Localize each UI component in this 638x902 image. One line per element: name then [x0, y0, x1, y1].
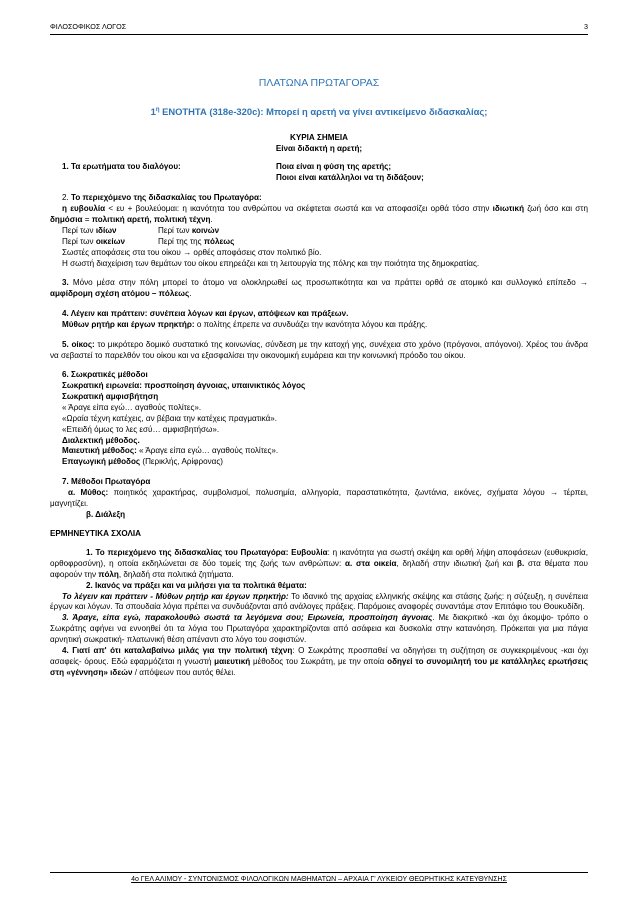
unit-sup: η	[155, 107, 160, 114]
s2-political: πολιτική αρετή, πολιτική τέχνη	[91, 215, 211, 225]
comments-heading	[50, 529, 588, 540]
s2-r2a: Περί των	[62, 236, 96, 246]
comment-2-body	[50, 592, 588, 614]
s3-text: Μόνο μέσα στην πόλη μπορεί το άτομο να ολοκληρωθεί ως προσωπικότητα και να πράττει ορθά σε ατομικό και συλλογικό επίπεδο	[68, 278, 580, 288]
c1-polis: πόλη	[98, 569, 119, 579]
header-title: ΦΙΛΟΣΟΦΙΚΟΣ ΛΟΓΟΣ	[50, 22, 127, 31]
s2-l5b: ορθές αποφάσεις στον πολιτικό βίο.	[191, 247, 322, 257]
s6-irony: Σωκρατική ειρωνεία: προσποίηση άγνοιας, υπαινικτικός λόγος	[62, 381, 306, 391]
s6-l8	[50, 457, 588, 468]
page-footer	[50, 872, 588, 884]
s4-text: ο πολίτης έπρεπε να συνδυάζει την ικανότητα λόγου και πράξης.	[194, 319, 428, 329]
q1-label: 1. Τα ερωτήματα του διαλόγου:	[62, 162, 181, 172]
s6-l4: «Ωραία τέχνη κατέχεις, αν βέβαια την κατέχεις πραγματικά».	[62, 413, 278, 423]
s7-b	[50, 510, 588, 521]
s7-myth-text: ποιητικός χαρακτήρας, συμβολισμοί, πολυσημία, αλληγορία, παραστατικότητα, ζωντάνια, εικόνες, σχήματα	[108, 487, 518, 497]
document-body	[50, 76, 588, 678]
s3-end: .	[189, 289, 192, 299]
c3-head: 3. Άραγε, είπα εγώ, παρακολουθώ σωστά τα λεγόμενα σου; Ειρωνεία, προσποίηση άγνοιας	[62, 613, 433, 623]
s2-r2d: πόλεως	[203, 236, 235, 246]
c1-text: : η ικανότητα για σωστή σκέψη και ορθή λήψη αποφάσεων (ευθυκρισία, ορθοφροσύνη), η οποία εκδηλώνεται σε δύο τομείς της ζωής των ανθρώπων:	[50, 548, 588, 569]
s6-inductive-text: (Περικλής, Αρίφρονας)	[140, 457, 223, 467]
key-points-heading: ΚΥΡΙΑ ΣΗΜΕΙΑ	[290, 132, 348, 142]
unit-number: 1	[150, 106, 156, 118]
s4-line2	[50, 320, 588, 331]
comment-3	[50, 613, 588, 646]
document-title: ΠΛΑΤΩΝΑ ΠΡΩΤΑΓΟΡΑΣ	[258, 77, 380, 89]
arrow-right-icon: →	[579, 278, 588, 288]
s3-bold: αμφίδρομη σχέση ατόμου – πόλεως	[50, 289, 190, 299]
s5-para	[50, 340, 588, 362]
arrow-right-icon: →	[550, 487, 559, 497]
s2-r1c: Περί των	[158, 226, 192, 235]
s2-r1d: κοινών	[191, 226, 220, 235]
s2-head: Το περιεχόμενο της διδασκαλίας του Πρωταγόρα:	[71, 193, 262, 203]
s3-num: 3.	[62, 278, 69, 288]
s6-l1	[50, 381, 588, 392]
s6-l5: «Επειδή όμως το λες εσύ… αμφισβητήσω».	[62, 424, 220, 434]
s2-public: δημόσια	[50, 215, 83, 225]
s2-text1: < ευ + βουλεύομαι: η ικανότητα του ανθρώπου να σκέφτεται σωστά και να αποφασίζει ορθά τόσο στην	[105, 204, 490, 214]
q1-a: Ποια είναι η φύση της αρετής;	[276, 162, 392, 172]
c4-d: μέθοδος του Σωκράτη, με την οποία	[250, 656, 388, 666]
c2-italic: Το λέγειν και πράττειν - Μύθων ρητήρ και έργων πρηκτήρ:	[62, 591, 289, 601]
s6-title: 6. Σωκρατικές μέθοδοι	[62, 370, 148, 380]
page-number: 3	[584, 22, 588, 31]
s2-line5	[50, 248, 588, 259]
s6-head	[50, 370, 588, 381]
s7-logou: λόγου	[523, 487, 551, 497]
comment-2	[50, 581, 588, 592]
s6-l7	[50, 446, 588, 457]
s2-heading	[50, 193, 588, 204]
s2-dot: .	[210, 215, 213, 225]
s7-lecture: β. Διάλεξη	[86, 509, 126, 519]
s2-r1a: Περί των	[62, 226, 96, 235]
c4-e: οδηγεί το συνομιλητή του με κατάλληλες ερωτήσεις στη «γέννηση» ιδεών	[50, 656, 589, 677]
c1-b: β.	[517, 559, 525, 569]
s4-line1	[50, 309, 588, 320]
c1-head: 1. Το περιεχόμενο της διδασκαλίας του Πρωταγόρα: Ευβουλία	[86, 548, 328, 558]
s2-private: ιδιωτική	[492, 204, 525, 214]
s7-a4: τέρπει, μαγνητίζει.	[50, 487, 588, 508]
c3-text: . Με διακριτικό -και όχι άκομψο- τρόπο ο Σωκράτης αφήνει να εννοηθεί ότι τα λόγια του Πρωταγόρα χαρακτηρίζονται από ασάφεια και δυσκολία στην κατανόηση. Πρόκειται για μια πάγια αρνητική σωκρατική- πλατωνική θέση απέναντι στο λόγο του σοφιστών.	[50, 613, 588, 644]
s4-head: 4. Λέγειν και πράττειν: συνέπεια λόγων και έργων, απόψεων και πράξεων.	[62, 309, 349, 319]
s6-l6	[50, 436, 588, 447]
s6-l2	[50, 392, 588, 403]
s6-l3: « Άραγε είπα εγώ… αγαθούς πολίτες».	[62, 402, 202, 412]
comment-1	[50, 548, 588, 581]
s6-maieutic-text: « Άραγε είπα εγώ… αγαθούς πολίτες».	[136, 446, 279, 456]
c1-a: α. στα οικεία	[345, 559, 397, 569]
s2-row1	[50, 226, 588, 237]
c2-head: 2. Ικανός να πράξει και να μιλήσει για τα πολιτικά θέματα:	[86, 580, 307, 590]
c1-d: , δηλαδή στην ιδιωτική ζωή και	[396, 559, 518, 569]
c4-text: : Ο Σωκράτης προσπαθεί να οδηγήσει τη συζήτηση σε συγκεκριμένους -και όχι ασαφείς- όρους. Εδώ εφαρμόζεται η γνωστή	[50, 645, 588, 666]
c4-maieutic: μαιευτική	[214, 656, 251, 666]
s2-num: 2.	[62, 193, 69, 203]
s7-title: 7. Μέθοδοι Πρωταγόρα	[62, 477, 151, 487]
s7-head	[50, 477, 588, 488]
c1-h: , δηλαδή στα πολιτικά ζητήματα.	[118, 569, 234, 579]
s6-dialectic: Διαλεκτική μέθοδος.	[62, 435, 140, 445]
s7-a	[50, 488, 588, 510]
c2-text: Το ιδανικό της αρχαίας ελληνικής σκέψης και στάσης ζωής: η σύζευξη, η συνέπεια έργων και λόγων. Τα σπουδαία λόγια πρέπει να συνδυάζονται από ανάλογες πράξεις. Παρόμοιες αναφορές συναντάμε στον Επιτάφιο του Θουκυδίδη.	[50, 591, 588, 612]
page-header	[50, 22, 588, 35]
s5-text: το μικρότερο δομικό συστατικό της κοινωνίας, σύνδεση με την κατοχή γης, συνέχεια στο χρόνο (πρόγονοι, απόγονοι). Χρέος του άνδρα να σεβαστεί το παρελθόν του οίκου και να εξασφαλίσει την οικονομική ευμάρεια και την κοινωνική πρόοδο του οίκου.	[50, 339, 588, 360]
s6-inductive: Επαγωγική μέθοδος	[62, 457, 141, 467]
s2-line6: Η σωστή διαχείριση των θεμάτων του οίκου επηρεάζει και τη λειτουργία της πόλης και την ποιότητα της δημοκρατίας.	[62, 258, 480, 268]
s2-row2	[50, 237, 588, 248]
unit-heading	[50, 106, 588, 119]
c4-head: 4. Γιατί απ' ότι καταλαβαίνω μιλάς για την πολιτική τέχνη	[62, 645, 293, 655]
c1-f: στα θέματα που αφορούν την	[50, 559, 588, 579]
s6-maieutic: Μαιευτική μέθοδος:	[62, 446, 137, 456]
q1-row1	[50, 162, 588, 173]
s2-r2c: Περί της της	[158, 236, 204, 246]
s2-r2b: οικείων	[95, 236, 125, 246]
s2-eubulia: η ευβουλία	[62, 204, 106, 214]
comment-4	[50, 646, 588, 679]
q1-b: Ποιοι είναι κατάλληλοι να τη διδάξουν;	[276, 173, 424, 183]
s7-myth: α. Μύθος:	[68, 487, 109, 497]
s2-l5a: Σωστές αποφάσεις στα του οίκου	[62, 247, 184, 257]
s2-r1b: ιδίων	[95, 226, 117, 235]
key-points-question: Είναι διδακτή η αρετή;	[275, 143, 363, 153]
unit-text: ΕΝΟΤΗΤΑ (318e-320c): Μπορεί η αρετή να γίνει αντικείμενο διδασκαλίας;	[159, 106, 488, 118]
s4-bold: Μύθων ρητήρ και έργων πρηκτήρ:	[62, 319, 195, 329]
s2-eq: =	[82, 215, 92, 225]
q1-row2	[50, 173, 588, 184]
s2-text2: ζωή όσο και στη	[524, 204, 589, 214]
c4-f: / απόψεων που αυτός θέλει.	[132, 667, 236, 677]
s5-head: 5. οίκος:	[62, 339, 95, 349]
s3-para	[50, 278, 588, 300]
s6-doubt: Σωκρατική αμφισβήτηση	[62, 392, 159, 402]
footer-text: 4ο ΓΕΛ ΑΛΙΜΟΥ - ΣΥΝΤΟΝΙΣΜΟΣ ΦΙΛΟΛΟΓΙΚΩΝ ΜΑΘΗΜΑΤΩΝ – ΑΡΧΑΙΑ Γ' ΛΥΚΕΙΟΥ ΘΕΩΡΗΤΙΚΗΣ ΚΑΤΕΥΘΥΝΣΗΣ	[131, 876, 507, 883]
comments-title: ΕΡΜΗΝΕΥΤΙΚΑ ΣΧΟΛΙΑ	[50, 529, 141, 539]
arrow-right-icon: →	[183, 247, 192, 257]
s2-para	[50, 204, 588, 226]
